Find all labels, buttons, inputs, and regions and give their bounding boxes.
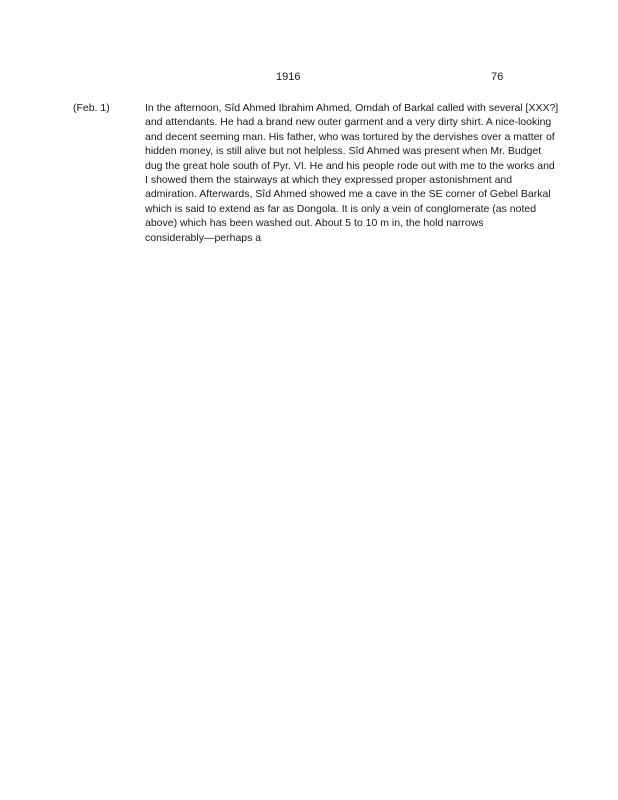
entry-line: dug the great hole south of Pyr. VI. He and his people rode out with me to the works and	[145, 159, 555, 172]
entry-line: above) which has been washed out. About 5 to 10 m in, the hold narrows	[145, 217, 484, 230]
entry-line: admiration. Afterwards, Sîd Ahmed showed me a cave in the SE corner of Gebel Barkal	[145, 188, 551, 201]
entry-line: In the afternoon, Sîd Ahmed Ibrahim Ahmed, Omdah of Barkal called with several [XXX?]	[145, 102, 559, 114]
page-number: 76	[491, 71, 504, 83]
header-year: 1916	[276, 71, 301, 83]
entry-line: and attendants. He had a brand new outer garment and a very dirty shirt. A nice-looking	[145, 116, 552, 129]
entry-line: considerably—perhaps a	[145, 231, 262, 244]
entry-date: (Feb. 1)	[73, 102, 110, 114]
entry-line: I showed them the stairways at which they expressed proper astonishment and	[145, 174, 513, 187]
entry-body	[145, 101, 559, 245]
entry-line: hidden money, is still alive but not helpless. Sîd Ahmed was present when Mr. Budget	[145, 145, 542, 158]
entry-line: and decent seeming man. His father, who was tortured by the dervishes over a matter of	[145, 130, 555, 143]
entry-line: which is said to extend as far as Dongola. It is only a vein of conglomerate (as noted	[145, 202, 537, 215]
